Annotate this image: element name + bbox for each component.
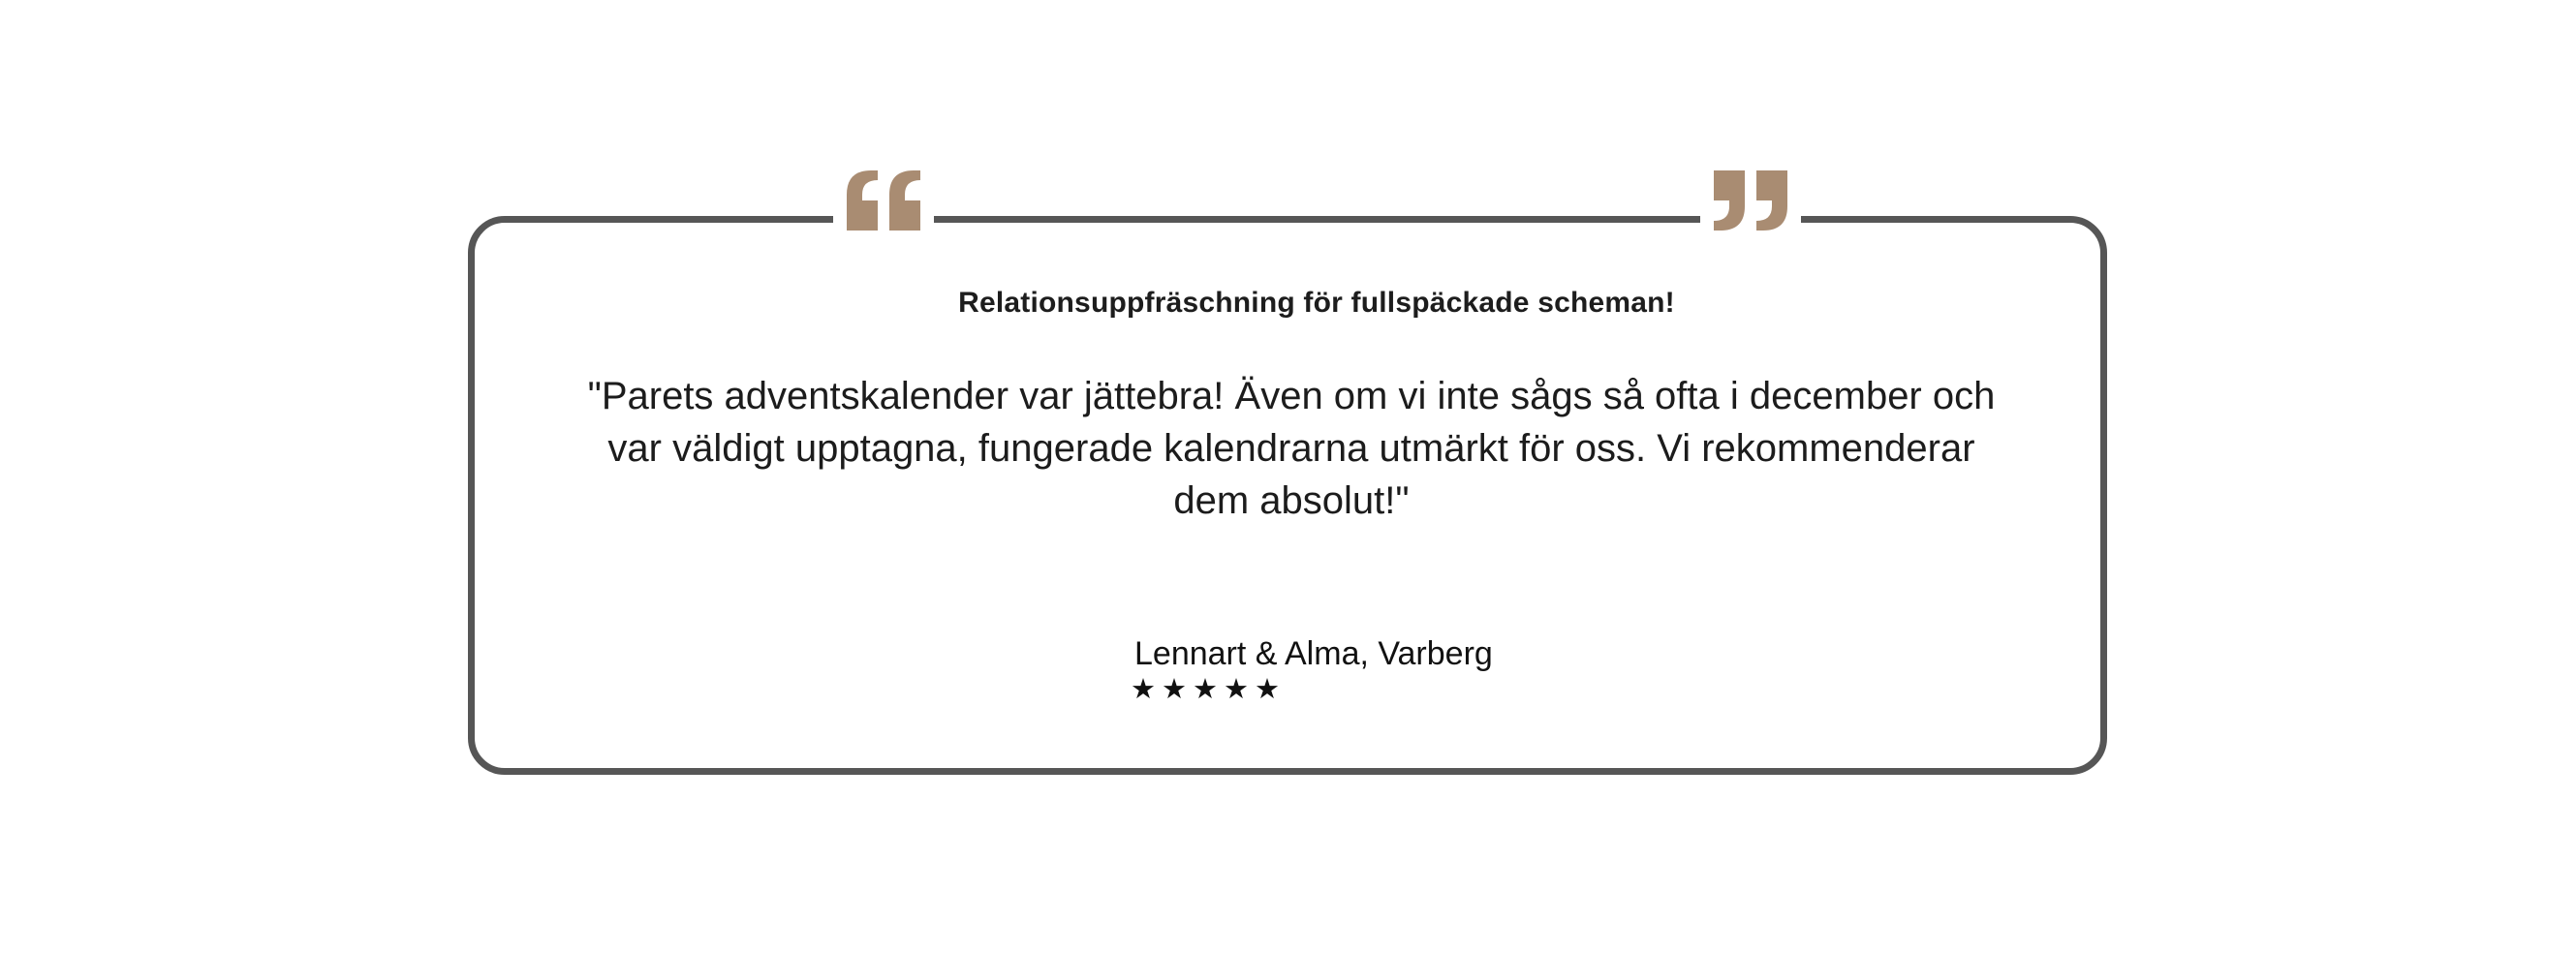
close-quote-icon <box>1700 165 1801 236</box>
open-quote-icon <box>833 165 934 236</box>
testimonial-quote-line: dem absolut!" <box>1173 479 1410 522</box>
testimonial-quote-line: var väldigt upptagna, fungerade kalendrarna utmärkt för oss. Vi rekommenderar <box>607 427 1975 470</box>
star-rating: ★★★★★ <box>1131 674 1286 705</box>
testimonial-author: Lennart & Alma, Varberg <box>1134 635 1493 672</box>
testimonial-quote <box>468 370 2115 527</box>
testimonial-quote-line: "Parets adventskalender var jättebra! Även om vi inte sågs så ofta i december och <box>587 375 1996 417</box>
testimonial-heading: Relationsuppfräschning för fullspäckade scheman! <box>958 287 1675 319</box>
